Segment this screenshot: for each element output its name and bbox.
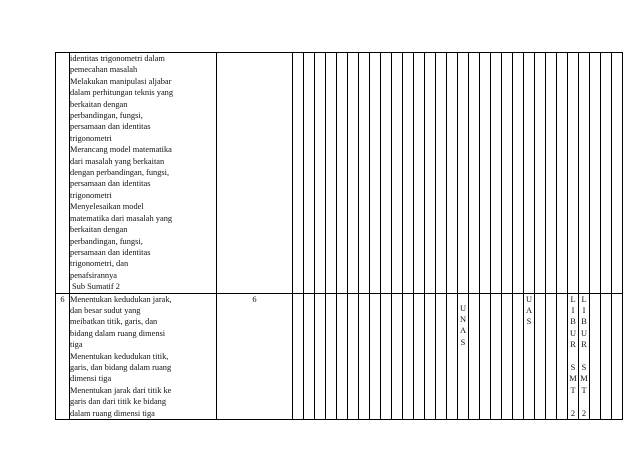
uas-cell xyxy=(524,293,535,419)
description-line: trigonometri xyxy=(70,133,112,143)
week-cell xyxy=(293,53,304,294)
description-line: Melakukan manipulasi aljabar xyxy=(70,76,172,86)
week-cell xyxy=(502,53,513,294)
description-line: meibatkan titik, garis, dan xyxy=(70,317,158,327)
libur-letter: B xyxy=(570,317,576,327)
week-cell xyxy=(480,53,491,294)
week-cell xyxy=(524,53,535,294)
week-cell xyxy=(403,293,414,419)
week-cell xyxy=(337,53,348,294)
description-line: pemecahan masalah xyxy=(70,65,138,75)
week-cell xyxy=(612,53,623,294)
week-cell xyxy=(568,53,579,294)
description-line: dan besar sudut yang xyxy=(70,305,141,315)
week-cell xyxy=(370,293,381,419)
libur-letter: U xyxy=(569,328,577,338)
libur-letter: M xyxy=(569,374,577,384)
upper-number-cell xyxy=(56,53,70,294)
description-line: berkaitan dengan xyxy=(70,99,128,109)
week-cell xyxy=(447,293,458,419)
week-cell xyxy=(458,53,469,294)
week-cell xyxy=(557,53,568,294)
week-cell xyxy=(612,293,623,419)
week-cell xyxy=(590,293,601,419)
libur-smt-cell xyxy=(579,293,590,419)
week-cell xyxy=(535,293,546,419)
description-line: dalam perhitungan teknis yang xyxy=(70,88,174,98)
week-cell xyxy=(480,293,491,419)
week-cell xyxy=(601,53,612,294)
uas-letter: U xyxy=(525,294,533,304)
description-line: garis dan dari titik ke bidang xyxy=(70,397,167,407)
week-cell xyxy=(535,53,546,294)
week-cell xyxy=(304,293,315,419)
lower-table-row xyxy=(56,293,623,419)
description-line: tiga xyxy=(70,340,83,350)
week-cell xyxy=(304,53,315,294)
week-cell xyxy=(590,53,601,294)
unas-cell xyxy=(458,293,469,419)
libur-letter xyxy=(579,396,589,407)
description-line: penafsirannya xyxy=(70,270,117,280)
week-cell xyxy=(348,53,359,294)
description-line: Menentukan jarak dari titik ke xyxy=(70,385,172,395)
week-cell xyxy=(469,293,480,419)
schedule-table xyxy=(55,52,623,420)
week-cell xyxy=(436,293,447,419)
libur-letter xyxy=(568,351,578,362)
libur-letter: M xyxy=(580,374,588,384)
description-line: matematika dari masalah yang xyxy=(70,213,173,223)
upper-weeks-cell xyxy=(217,53,293,294)
week-cell xyxy=(447,53,458,294)
description-line: Menentukan kedudukan jarak, xyxy=(70,294,172,304)
lower-description-cell xyxy=(70,293,217,419)
sub-summative-label: Sub Sumatif 2 xyxy=(72,282,120,292)
description-line: trigonometri xyxy=(70,190,112,200)
libur-letter: T xyxy=(570,385,576,395)
libur-letter: I xyxy=(571,305,575,315)
week-cell xyxy=(579,53,590,294)
week-cell xyxy=(315,293,326,419)
week-cell xyxy=(546,293,557,419)
description-line: dari masalah yang berkaitan xyxy=(70,156,165,166)
week-cell xyxy=(425,53,436,294)
week-cell xyxy=(436,53,447,294)
description-line: bidang dalam ruang dimensi xyxy=(70,328,166,338)
week-cell xyxy=(469,53,480,294)
description-line: Merancang model matematika xyxy=(70,145,172,155)
description-line: dimensi tiga xyxy=(70,374,112,384)
description-line: berkaitan dengan xyxy=(70,225,128,235)
week-cell xyxy=(326,293,337,419)
week-cell xyxy=(414,293,425,419)
description-line: identitas trigonometri dalam xyxy=(70,54,165,63)
libur-letter: L xyxy=(570,294,576,304)
week-cell xyxy=(546,53,557,294)
libur-letter: T xyxy=(581,385,587,395)
week-cell xyxy=(601,293,612,419)
week-cell xyxy=(392,293,403,419)
week-cell xyxy=(513,293,524,419)
week-cell xyxy=(359,53,370,294)
week-cell xyxy=(491,293,502,419)
libur-letter: R xyxy=(581,340,587,350)
week-cell xyxy=(293,293,304,419)
week-cell xyxy=(513,53,524,294)
unas-letter: S xyxy=(460,337,466,347)
week-cell xyxy=(359,293,370,419)
libur-letter xyxy=(568,396,578,407)
week-cell xyxy=(381,293,392,419)
week-cell xyxy=(348,293,359,419)
week-cell xyxy=(425,293,436,419)
week-cell xyxy=(381,53,392,294)
libur-letter: L xyxy=(581,294,587,304)
week-cell xyxy=(315,53,326,294)
libur-letter: 2 xyxy=(570,408,576,418)
libur-smt-cell xyxy=(568,293,579,419)
description-line: trigonometri, dan xyxy=(70,259,129,269)
week-cell xyxy=(414,53,425,294)
description-line: persamaan dan identitas xyxy=(70,122,151,132)
libur-letter: S xyxy=(570,362,576,372)
week-cell xyxy=(403,53,414,294)
description-line: dengan perbandingan, fungsi, xyxy=(70,168,170,178)
description-line: persamaan dan identitas xyxy=(70,247,151,257)
description-line: Menentukan kedudukan titik, xyxy=(70,351,169,361)
libur-letter: R xyxy=(570,340,576,350)
week-cell xyxy=(337,293,348,419)
description-line: persamaan dan identitas xyxy=(70,179,151,189)
week-cell xyxy=(392,53,403,294)
libur-letter: I xyxy=(582,305,586,315)
week-cell xyxy=(491,53,502,294)
upper-description-cell xyxy=(70,53,217,294)
description-line: garis, dan bidang dalam ruang xyxy=(70,362,172,372)
libur-letter: 2 xyxy=(581,408,587,418)
week-cell xyxy=(326,53,337,294)
weeks-count: 6 xyxy=(217,293,293,419)
week-cell xyxy=(370,53,381,294)
libur-letter xyxy=(579,351,589,362)
week-cell xyxy=(557,293,568,419)
libur-letter: S xyxy=(581,362,587,372)
row-number: 6 xyxy=(56,293,70,419)
unas-letter: N xyxy=(459,314,467,324)
uas-letter: S xyxy=(526,317,532,327)
upper-table-row xyxy=(56,53,623,294)
unas-letter: U xyxy=(459,303,467,313)
description-line: perbandingan, fungsi, xyxy=(70,111,143,121)
unas-letter: A xyxy=(459,326,467,336)
libur-letter: U xyxy=(580,328,588,338)
week-cell xyxy=(502,293,513,419)
description-line: perbandingan, fungsi, xyxy=(70,236,143,246)
libur-letter: B xyxy=(581,317,587,327)
description-line: dalam ruang dimensi tiga xyxy=(70,408,155,418)
uas-letter: A xyxy=(525,305,533,315)
description-line: Menyelesaikan model xyxy=(70,202,144,212)
